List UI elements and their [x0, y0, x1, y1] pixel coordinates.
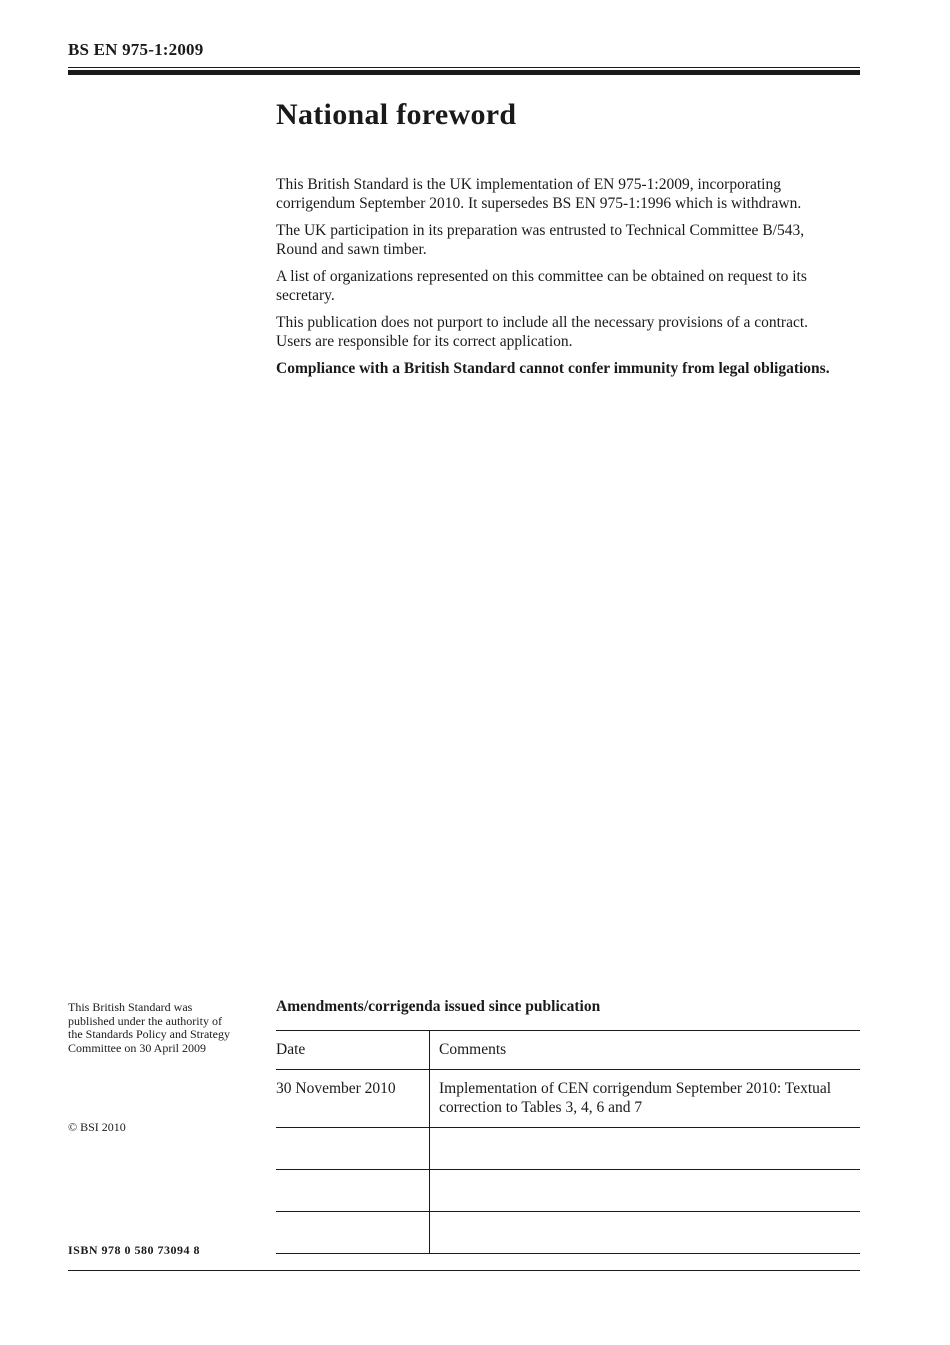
- empty-cell: [430, 1212, 861, 1254]
- amendment-date: 30 November 2010: [276, 1070, 430, 1128]
- foreword-paragraph: This publication does not purport to include all the necessary provisions of a contract. Users are responsible for its correct application.: [276, 314, 809, 350]
- empty-cell: [276, 1128, 430, 1170]
- empty-cell: [430, 1170, 861, 1212]
- foreword-paragraph: A list of organizations represented on this committee can be obtained on request to its secretary.: [276, 268, 807, 304]
- page-title: National foreword: [276, 98, 517, 131]
- copyright-notice: © BSI 2010: [68, 1120, 126, 1134]
- column-header-comments: Comments: [430, 1031, 861, 1070]
- footer-rule: [68, 1270, 860, 1271]
- amendments-heading: Amendments/corrigenda issued since publication: [276, 998, 601, 1015]
- table-header-row: [276, 1031, 860, 1070]
- header-rule-thin: [68, 67, 860, 68]
- table-row-empty: [276, 1128, 860, 1170]
- empty-cell: [276, 1212, 430, 1254]
- column-header-date: Date: [276, 1031, 430, 1070]
- empty-cell: [430, 1128, 861, 1170]
- amendments-table: [276, 1030, 860, 1254]
- foreword-paragraph: This British Standard is the UK implementation of EN 975-1:2009, incorporating corrigendum September 2010. It supersedes BS EN 975-1:1996 which is withdrawn.: [276, 176, 802, 212]
- empty-cell: [276, 1170, 430, 1212]
- foreword-paragraph: The UK participation in its preparation was entrusted to Technical Committee B/543, Round and sawn timber.: [276, 222, 805, 258]
- document-code: BS EN 975-1:2009: [68, 40, 204, 59]
- amendment-comment: Implementation of CEN corrigendum September 2010: Textual correction to Tables 3, 4, 6 and 7: [430, 1070, 861, 1128]
- isbn: ISBN 978 0 580 73094 8: [68, 1243, 201, 1257]
- compliance-statement: Compliance with a British Standard cannot confer immunity from legal obligations.: [276, 360, 830, 377]
- table-row-empty: [276, 1170, 860, 1212]
- table-row-empty: [276, 1212, 860, 1254]
- header-rule-thick: [68, 70, 860, 75]
- publication-note: This British Standard was published under the authority of the Standards Policy and Strategy Committee on 30 April 2009: [68, 1000, 230, 1055]
- table-row: [276, 1070, 860, 1128]
- foreword-body: [276, 176, 836, 388]
